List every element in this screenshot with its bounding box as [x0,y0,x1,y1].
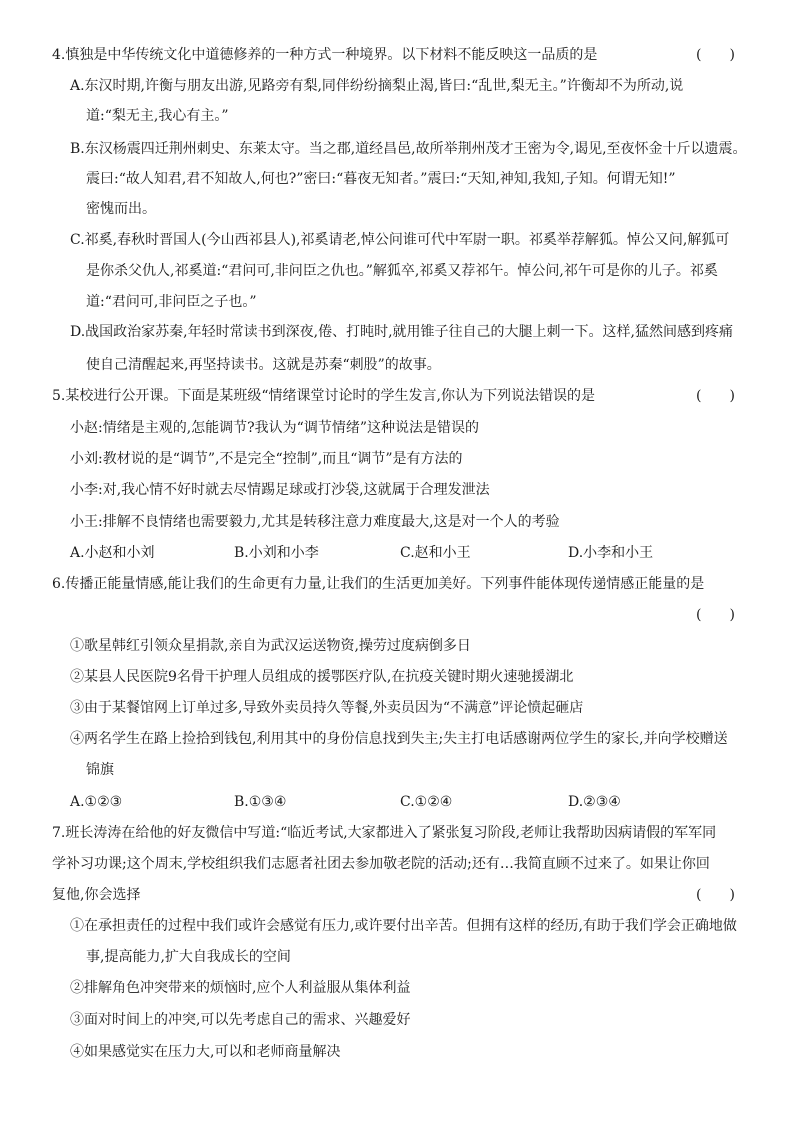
q6-choice-a: A.①②③ [70,794,123,810]
q7-statement: ①在承担责任的过程中我们或许会感觉有压力,或许要付出辛苦。但拥有这样的经历,有助于我们学会正确地做 [70,918,737,934]
q6-statement-cont: 锦旗 [86,762,114,778]
q4-option-d: D.战国政治家苏秦,年轻时常读书到深夜,倦、打盹时,就用锥子往自己的大腿上刺一下。这样,猛然间感到疼痛 [70,324,733,340]
q5-statement: 小刘:教材说的是“调节”,不是完全“控制”,而且“调节”是有方法的 [70,451,463,467]
q5-statement: 小李:对,我心情不好时就去尽情踢足球或打沙袋,这就属于合理发泄法 [70,482,490,498]
q4-option-c: C.祁奚,春秋时晋国人(今山西祁县人),祁奚请老,悼公问谁可代中军尉一职。祁奚举荐解狐。悼公又问,解狐可 [70,232,730,248]
q4-answer-bracket: ( ) [696,47,735,63]
q7-statement: ③面对时间上的冲突,可以先考虑自己的需求、兴趣爱好 [70,1012,411,1028]
q5-choice-c: C.赵和小王 [400,545,471,561]
q5-choice-a: A.小赵和小刘 [70,545,155,561]
q4-option-b: B.东汉杨震四迁荆州刺史、东莱太守。当之郡,道经昌邑,故所举荆州茂才王密为令,谒见,至夜怀金十斤以遗震。 [70,141,747,157]
q4-stem: 4.慎独是中华传统文化中道德修养的一种方式一种境界。以下材料不能反映这一品质的是 [52,47,598,63]
q5-statement: 小赵:情绪是主观的,怎能调节?我认为“调节情绪”这种说法是错误的 [70,420,479,436]
q6-stem: 6.传播正能量情感,能让我们的生命更有力量,让我们的生活更加美好。下列事件能体现传递情感正能量的是 [52,576,705,592]
q6-statement: ④两名学生在路上捡拾到钱包,利用其中的身份信息找到失主;失主打电话感谢两位学生的家长,并向学校赠送 [70,731,728,747]
q4-option-c-cont: 是你杀父仇人,祁奚道:“君问可,非问臣之仇也。”解狐卒,祁奚又荐祁午。悼公问,祁午可是你的儿子。祁奚 [86,263,718,279]
q7-stem: 7.班长涛涛在给他的好友微信中写道:“临近考试,大家都进入了紧张复习阶段,老师让我帮助因病请假的军军同 [52,825,717,841]
q6-choice-c: C.①②④ [400,794,453,810]
q5-choice-b: B.小刘和小李 [234,545,319,561]
q4-option-d-cont: 使自己清醒起来,再坚持读书。这就是苏秦“刺股”的故事。 [86,357,441,373]
q7-stem-cont: 学补习功课;这个周末,学校组织我们志愿者社团去参加敬老院的活动;还有…我简直顾不过来了。如果让你回 [52,856,710,872]
q6-statement: ①歌星韩红引领众星捐款,亲自为武汉运送物资,操劳过度病倒多日 [70,638,471,654]
q5-answer-bracket: ( ) [696,388,735,404]
q6-choice-d: D.②③④ [568,794,621,810]
q6-answer-bracket: ( ) [696,607,735,623]
q7-stem-cont: 复他,你会选择 [52,887,141,903]
q7-statement-cont: 事,提高能力,扩大自我成长的空间 [86,949,291,965]
q6-choice-b: B.①③④ [234,794,287,810]
q4-option-b-cont: 震曰:“故人知君,君不知故人,何也?”密曰:“暮夜无知者。”震曰:“天知,神知,我知,子知。何谓无知!” [86,171,676,187]
q4-option-a-cont: 道:“梨无主,我心有主。” [86,108,229,124]
q5-statement: 小王:排解不良情绪也需要毅力,尤其是转移注意力难度最大,这是对一个人的考验 [70,514,560,530]
q5-stem: 5.某校进行公开课。下面是某班级“情绪课堂讨论时的学生发言,你认为下列说法错误的是 [52,388,595,404]
q5-choice-d: D.小李和小王 [568,545,654,561]
q7-statement: ④如果感觉实在压力大,可以和老师商量解决 [70,1044,341,1060]
q6-statement: ②某县人民医院9名骨干护理人员组成的援鄂医疗队,在抗疫关键时期火速驰援湖北 [70,669,574,685]
q4-option-b-cont: 密愧而出。 [86,201,156,217]
q4-option-c-cont: 道:“君问可,非问臣之子也。” [86,294,257,310]
q7-statement: ②排解角色冲突带来的烦恼时,应个人利益服从集体利益 [70,980,411,996]
q6-statement: ③由于某餐馆网上订单过多,导致外卖员持久等餐,外卖员因为“不满意”评论愤起砸店 [70,700,584,716]
q4-option-a: A.东汉时期,许衡与朋友出游,见路旁有梨,同伴纷纷摘梨止渴,皆曰:“乱世,梨无主。”许衡却不为所动,说 [70,78,684,94]
q7-answer-bracket: ( ) [696,887,735,903]
